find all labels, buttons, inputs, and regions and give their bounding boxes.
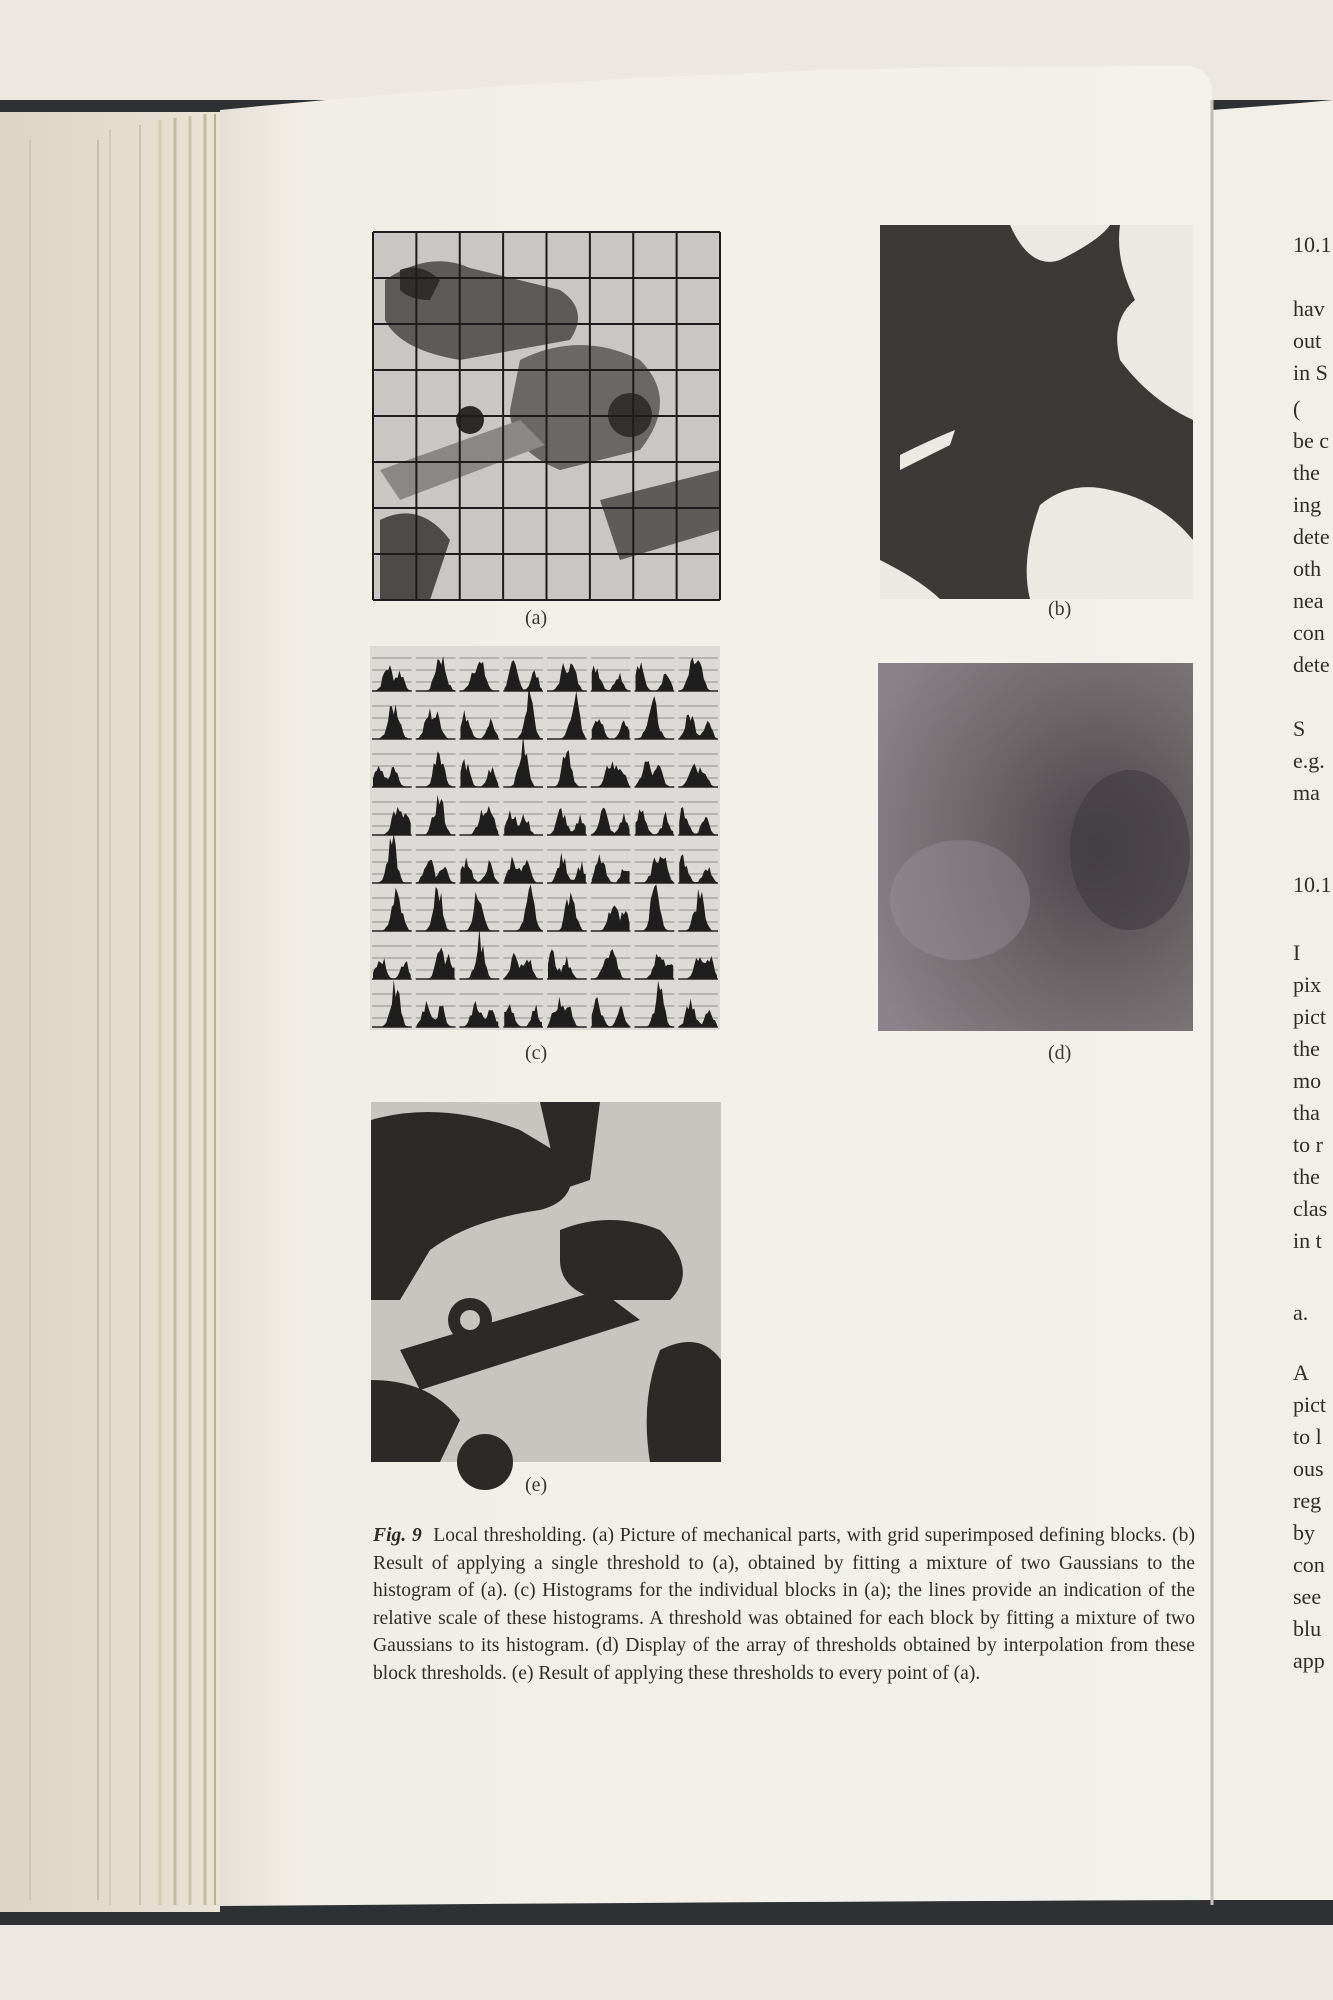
right-page-line: in t	[1293, 1228, 1322, 1253]
right-page-line: nea	[1293, 588, 1324, 613]
right-page-line: out	[1293, 328, 1322, 353]
right-page-line: con	[1293, 1552, 1325, 1577]
right-page-line: a.	[1293, 1300, 1309, 1325]
right-page-line: (	[1293, 396, 1301, 421]
right-page-line: ous	[1293, 1456, 1324, 1481]
right-page-line: in S	[1293, 360, 1328, 385]
right-page-line: 10.1	[1293, 232, 1332, 257]
panel-b-label: (b)	[1048, 598, 1072, 620]
figure-caption-text: Local thresholding. (a) Picture of mechanical parts, with grid superimposed defining blocks. (b) Result of applying a single threshold to (a), obtained by fitting a mixture of two Gaussians to the histogram of (a). (c) Histograms for the individual blocks in (a); the lines provide an indication of the relative scale of these histograms. A threshold was obtained for each block by fitting a mixture of two Gaussians to its histogram. (d) Display of the array of thresholds obtained by interpolation from these block thresholds. (e) Result of applying these thresholds to every point of (a).	[373, 1525, 1196, 1684]
right-page-line: S	[1293, 716, 1306, 741]
panel-a-image	[373, 232, 720, 600]
right-page-line: ing	[1293, 492, 1322, 517]
right-page-line: I	[1293, 940, 1301, 965]
right-page-line: hav	[1293, 296, 1325, 321]
right-page-line: the	[1293, 1036, 1320, 1061]
right-page-line: dete	[1293, 524, 1330, 549]
right-page-line: see	[1293, 1584, 1322, 1609]
panel-d-label: (d)	[1048, 1042, 1072, 1064]
right-page-line: clas	[1293, 1196, 1328, 1221]
panel-d-image	[878, 663, 1193, 1031]
right-page-line: reg	[1293, 1488, 1322, 1513]
panel-c-label: (c)	[525, 1042, 548, 1064]
right-page-line: app	[1293, 1648, 1325, 1673]
panel-e-label: (e)	[525, 1474, 548, 1496]
right-page-line: pix	[1293, 972, 1322, 997]
figure-caption	[373, 1522, 1195, 1688]
right-page-line: ma	[1293, 780, 1320, 805]
right-page-line: to l	[1293, 1424, 1322, 1449]
right-page-line: be c	[1293, 428, 1330, 453]
right-page-line: pict	[1293, 1392, 1326, 1417]
panel-e-image	[371, 1102, 721, 1490]
right-page-line: tha	[1293, 1100, 1320, 1125]
right-page-line: con	[1293, 620, 1325, 645]
figure-number: Fig. 9	[373, 1525, 422, 1546]
right-page-line: oth	[1293, 556, 1322, 581]
right-page-line: blu	[1293, 1616, 1322, 1641]
right-page-line: pict	[1293, 1004, 1326, 1029]
right-page-line: e.g.	[1293, 748, 1325, 773]
right-page-line: the	[1293, 1164, 1320, 1189]
right-page-line: A	[1293, 1360, 1309, 1385]
panel-a-label: (a)	[525, 607, 548, 629]
right-page-line: the	[1293, 460, 1320, 485]
right-page-line: mo	[1293, 1068, 1322, 1093]
panel-c-image	[370, 646, 720, 1030]
right-page-line: by	[1293, 1520, 1315, 1545]
right-page-line: 10.1	[1293, 872, 1332, 897]
right-page-line: to r	[1293, 1132, 1323, 1157]
right-page-line: dete	[1293, 652, 1330, 677]
panel-b-image	[880, 225, 1193, 599]
